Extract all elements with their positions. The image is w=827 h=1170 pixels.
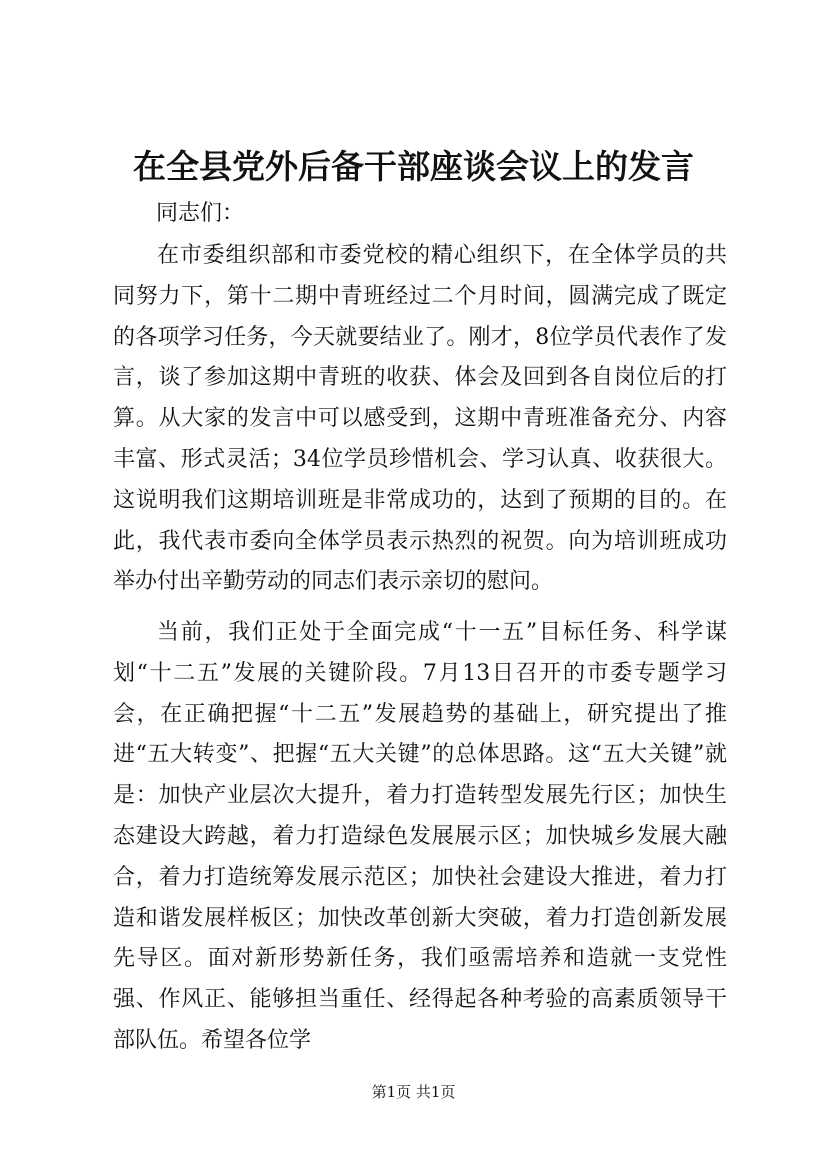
paragraph-1: 在市委组织部和市委党校的精心组织下，在全体学员的共同努力下，第十二期中青班经过二个月时间，圆满完成了既定的各项学习任务，今天就要结业了。刚才，8位学员代表作了发言，谈了参加这期中青班的收获、体会及回到各自岗位后的打算。从大家的发言中可以感受到，这期中青班准备充分、内容丰富、形式灵活；34位学员珍惜机会、学习认真、收获很大。这说明我们这期培训班是非常成功的，达到了预期的目的。在此，我代表市委向全体学员表示热烈的祝贺。向为培训班成功举办付出辛勤劳动的同志们表示亲切的慰问。 [113,243,727,595]
page-footer: 第1页 共1页 [371,1083,456,1101]
greeting: 同志们： [156,201,245,226]
paragraph-2: 当前，我们正处于全面完成“十一五”目标任务、科学谋划“十二五”发展的关键阶段。7月13日召开的市委专题学习会，在正确把握“十二五”发展趋势的基础上，研究提出了推进“五大转变”、把握“五大关键”的总体思路。这“五大关键”就是：加快产业层次大提升，着力打造转型发展先行区；加快生态建设大跨越，着力打造绿色发展展示区；加快城乡发展大融合，着力打造统筹发展示范区；加快社会建设大推进，着力打造和谐发展样板区；加快改革创新大突破，着力打造创新发展先导区。面对新形势新任务，我们亟需培养和造就一支党性强、作风正、能够担当重任、经得起各种考验的高素质领导干部队伍。希望各位学 [113,620,727,1053]
document-title: 在全县党外后备干部座谈会议上的发言 [133,147,694,186]
